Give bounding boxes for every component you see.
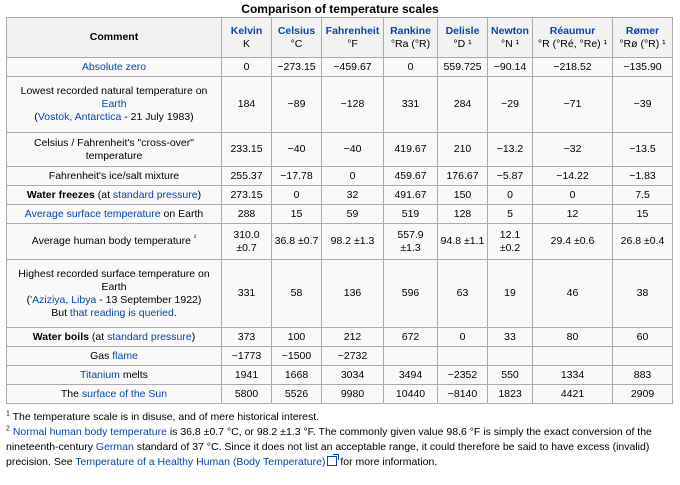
surface-of-the-sun-link[interactable]: surface of the Sun (81, 387, 168, 400)
normal-body-temperature-link[interactable]: Normal human body temperature (12, 426, 167, 438)
header-newton (488, 18, 533, 58)
rankine-unit: °Ra (°R) (390, 37, 431, 50)
table-row (7, 186, 673, 205)
table-cell: 672 (384, 328, 438, 347)
comment-text: Gas (90, 349, 113, 362)
standard-pressure-link[interactable]: standard pressure (107, 330, 192, 343)
table-cell: −13.2 (488, 133, 533, 167)
titanium-link[interactable]: Titanium (80, 368, 120, 381)
romer-unit: °Rø (°R) ¹ (619, 37, 666, 50)
table-cell: 310.0 ±0.7 (222, 224, 272, 260)
comment-text: Highest recorded surface temperature on (18, 267, 210, 280)
table-cell: 550 (488, 366, 533, 385)
table-cell: 94.8 ±1.1 (438, 224, 488, 260)
external-link-icon (327, 456, 337, 466)
row-comment (7, 328, 222, 347)
comment-text: melts (119, 368, 148, 381)
vostok-link[interactable]: Vostok, Antarctica (37, 111, 122, 123)
table-cell: 32 (322, 186, 384, 205)
comment-text: (at (94, 188, 113, 201)
reaumur-link[interactable]: Réaumur (549, 24, 596, 37)
table-cell: 1941 (222, 366, 272, 385)
romer-link[interactable]: Rømer (625, 24, 660, 37)
comment-bold: Water boils (32, 330, 89, 343)
table-cell: −17.78 (272, 167, 322, 186)
table-cell: 255.37 (222, 167, 272, 186)
table-row (7, 328, 673, 347)
header-reaumur (533, 18, 613, 58)
table-cell: −40 (272, 133, 322, 167)
table-cell: 5800 (222, 385, 272, 404)
row-comment (7, 385, 222, 404)
comment-text: The (60, 387, 82, 400)
table-cell: −14.22 (533, 167, 613, 186)
header-romer (613, 18, 673, 58)
table-cell: 419.67 (384, 133, 438, 167)
table-cell: 12.1 ±0.2 (488, 224, 533, 260)
average-surface-temperature-link[interactable]: Average surface temperature (24, 207, 161, 220)
table-cell: −273.15 (272, 58, 322, 77)
footnote-text: for more information. (337, 456, 438, 468)
header-row (7, 18, 673, 58)
table-cell: 3034 (322, 366, 384, 385)
table-cell: 1334 (533, 366, 613, 385)
header-celsius (272, 18, 322, 58)
table-cell: 2909 (613, 385, 673, 404)
table-cell: 63 (438, 260, 488, 328)
comment-text: ) (191, 330, 196, 343)
table-cell: 559.725 (438, 58, 488, 77)
table-cell: 136 (322, 260, 384, 328)
table-cell: 15 (272, 205, 322, 224)
table-cell: ~1500 (272, 347, 322, 366)
table-cell: 3494 (384, 366, 438, 385)
table-cell: −1.83 (613, 167, 673, 186)
footnote-2 (6, 425, 674, 470)
table-cell (613, 347, 673, 366)
table-cell: −135.90 (613, 58, 673, 77)
reading-queried-link[interactable]: that reading is queried (69, 306, 174, 319)
table-cell: 233.15 (222, 133, 272, 167)
row-comment (7, 347, 222, 366)
footnotes (6, 410, 674, 470)
reaumur-unit: °R (°Ré, °Re) ¹ (537, 37, 608, 50)
table-cell: 210 (438, 133, 488, 167)
rankine-link[interactable]: Rankine (390, 24, 431, 37)
table-cell: 212 (322, 328, 384, 347)
table-cell: −39 (613, 77, 673, 133)
table-cell: −90.14 (488, 58, 533, 77)
table-caption: Comparison of temperature scales (241, 2, 439, 16)
table-cell: 557.9 ±1.3 (384, 224, 438, 260)
header-rankine (384, 18, 438, 58)
table-cell: 331 (384, 77, 438, 133)
table-cell (384, 347, 438, 366)
comment-text: . (173, 306, 177, 319)
table-cell: 100 (272, 328, 322, 347)
table-cell: 331 (222, 260, 272, 328)
row-comment (7, 224, 222, 260)
row-comment: Celsius / Fahrenheit's "cross-over" temperature (7, 133, 222, 167)
fahrenheit-unit: °F (347, 37, 358, 50)
footnote-1 (6, 410, 674, 425)
table-cell: 596 (384, 260, 438, 328)
table-cell: −5.87 (488, 167, 533, 186)
table-cell: 184 (222, 77, 272, 133)
row-comment (7, 205, 222, 224)
comment-text: ) (197, 188, 202, 201)
kelvin-unit: K (242, 37, 250, 50)
table-cell: 0 (488, 186, 533, 205)
table-row (7, 224, 673, 260)
earth-link[interactable]: Earth (101, 98, 127, 110)
table-cell: 5 (488, 205, 533, 224)
footnote-mark: 2 (6, 425, 10, 433)
table-cell: −8140 (438, 385, 488, 404)
header-kelvin (222, 18, 272, 58)
table-cell: 12 (533, 205, 613, 224)
table-row (7, 366, 673, 385)
header-fahrenheit (322, 18, 384, 58)
table-cell: −29 (488, 77, 533, 133)
table-cell: 883 (613, 366, 673, 385)
table-cell: 29.4 ±0.6 (533, 224, 613, 260)
table-cell: 80 (533, 328, 613, 347)
standard-pressure-link[interactable]: standard pressure (112, 188, 198, 201)
table-cell: 10440 (384, 385, 438, 404)
table-cell: −459.67 (322, 58, 384, 77)
table-cell: 0 (272, 186, 322, 205)
table-cell: 176.67 (438, 167, 488, 186)
healthy-human-temperature-link[interactable]: Temperature of a Healthy Human (Body Temperature) (75, 456, 326, 468)
row-comment: Highest recorded surface temperature on Earth ('Aziziya, Libya - 13 September 1922) But that reading is queried. (7, 260, 222, 328)
table-row (7, 77, 673, 133)
comment-text: Earth (101, 280, 127, 293)
table-cell: 459.67 (384, 167, 438, 186)
footnote-mark: 1 (6, 410, 10, 418)
table-cell: 0 (322, 167, 384, 186)
table-row (7, 260, 673, 328)
table-cell: 58 (272, 260, 322, 328)
table-cell: 128 (438, 205, 488, 224)
table-row (7, 58, 673, 77)
table-cell: 59 (322, 205, 384, 224)
table-row (7, 347, 673, 366)
comment-bold: Water freezes (26, 188, 95, 201)
fahrenheit-link[interactable]: Fahrenheit (325, 24, 380, 37)
table-cell (488, 347, 533, 366)
table-cell: −71 (533, 77, 613, 133)
table-cell: −2352 (438, 366, 488, 385)
table-cell: 519 (384, 205, 438, 224)
delisle-link[interactable]: Delisle (445, 24, 480, 37)
newton-link[interactable]: Newton (491, 24, 529, 37)
flame-link[interactable]: flame (112, 349, 138, 362)
absolute-zero-link[interactable]: Absolute zero (81, 60, 147, 73)
table-cell: 98.2 ±1.3 (322, 224, 384, 260)
table-row (7, 385, 673, 404)
comment-text: (at (88, 330, 108, 343)
table-cell: 1823 (488, 385, 533, 404)
celsius-link[interactable]: Celsius (277, 24, 316, 37)
table-row (7, 167, 673, 186)
table-cell: −32 (533, 133, 613, 167)
table-cell: 15 (613, 205, 673, 224)
table-cell: 5526 (272, 385, 322, 404)
table-cell: 0 (533, 186, 613, 205)
table-cell: ~2732 (322, 347, 384, 366)
footnote-text: is 36.8 ±0.7 °C, or 98.2 ±1.3 °F. The commonly given value 98.6 °F is simply the exact conversion of the nineteenth-century (6, 426, 652, 453)
comment-date: - 21 July 1983) (121, 111, 194, 123)
table-cell: 7.5 (613, 186, 673, 205)
table-cell: 0 (384, 58, 438, 77)
table-cell: 491.67 (384, 186, 438, 205)
table-cell: ~1773 (222, 347, 272, 366)
comment-text: Lowest recorded natural temperature on (20, 85, 208, 97)
table-cell: 33 (488, 328, 533, 347)
row-comment (7, 58, 222, 77)
table-cell (533, 347, 613, 366)
header-delisle (438, 18, 488, 58)
celsius-unit: °C (290, 37, 303, 50)
table-cell: 150 (438, 186, 488, 205)
table-cell: 0 (438, 328, 488, 347)
footnote-text: The temperature scale is in disuse, and of mere historical interest. (9, 411, 320, 423)
row-comment: Fahrenheit's ice/salt mixture (7, 167, 222, 186)
table-cell: 273.15 (222, 186, 272, 205)
temperature-table (6, 17, 673, 404)
table-cell: 26.8 ±0.4 (613, 224, 673, 260)
delisle-unit: °D ¹ (453, 37, 472, 50)
footnote-mark: ² (193, 234, 197, 242)
table-cell: 284 (438, 77, 488, 133)
table-cell (438, 347, 488, 366)
table-cell: −128 (322, 77, 384, 133)
table-cell: −89 (272, 77, 322, 133)
comment-date: - 13 September 1922) (96, 293, 202, 306)
comment-text: Average human body temperature (31, 235, 191, 247)
table-cell: 1668 (272, 366, 322, 385)
table-cell: 36.8 ±0.7 (272, 224, 322, 260)
footnote-text: standard of 37 °C. Since it does not list an acceptable range, it could therefore be said to have excess (invalid) precision. See (6, 441, 650, 468)
newton-unit: °N ¹ (500, 37, 520, 50)
table-row (7, 133, 673, 167)
aziziya-link[interactable]: 'Aziziya, Libya (30, 293, 97, 306)
table-cell: −218.52 (533, 58, 613, 77)
german-link[interactable]: German (95, 441, 134, 453)
comment-text: on Earth (160, 207, 204, 220)
table-cell: 0 (222, 58, 272, 77)
table-cell: 4421 (533, 385, 613, 404)
header-comment: Comment (7, 18, 222, 58)
table-cell: 288 (222, 205, 272, 224)
table-row (7, 205, 673, 224)
table-cell: 38 (613, 260, 673, 328)
row-comment (7, 186, 222, 205)
row-comment: Lowest recorded natural temperature on Earth (Vostok, Antarctica - 21 July 1983) (7, 77, 222, 133)
table-cell: 373 (222, 328, 272, 347)
kelvin-link[interactable]: Kelvin (230, 24, 263, 37)
row-comment (7, 366, 222, 385)
table-cell: −40 (322, 133, 384, 167)
table-cell: 46 (533, 260, 613, 328)
table-cell: −13.5 (613, 133, 673, 167)
table-cell: 60 (613, 328, 673, 347)
table-cell: 19 (488, 260, 533, 328)
comment-text: But (51, 306, 70, 319)
table-cell: 9980 (322, 385, 384, 404)
